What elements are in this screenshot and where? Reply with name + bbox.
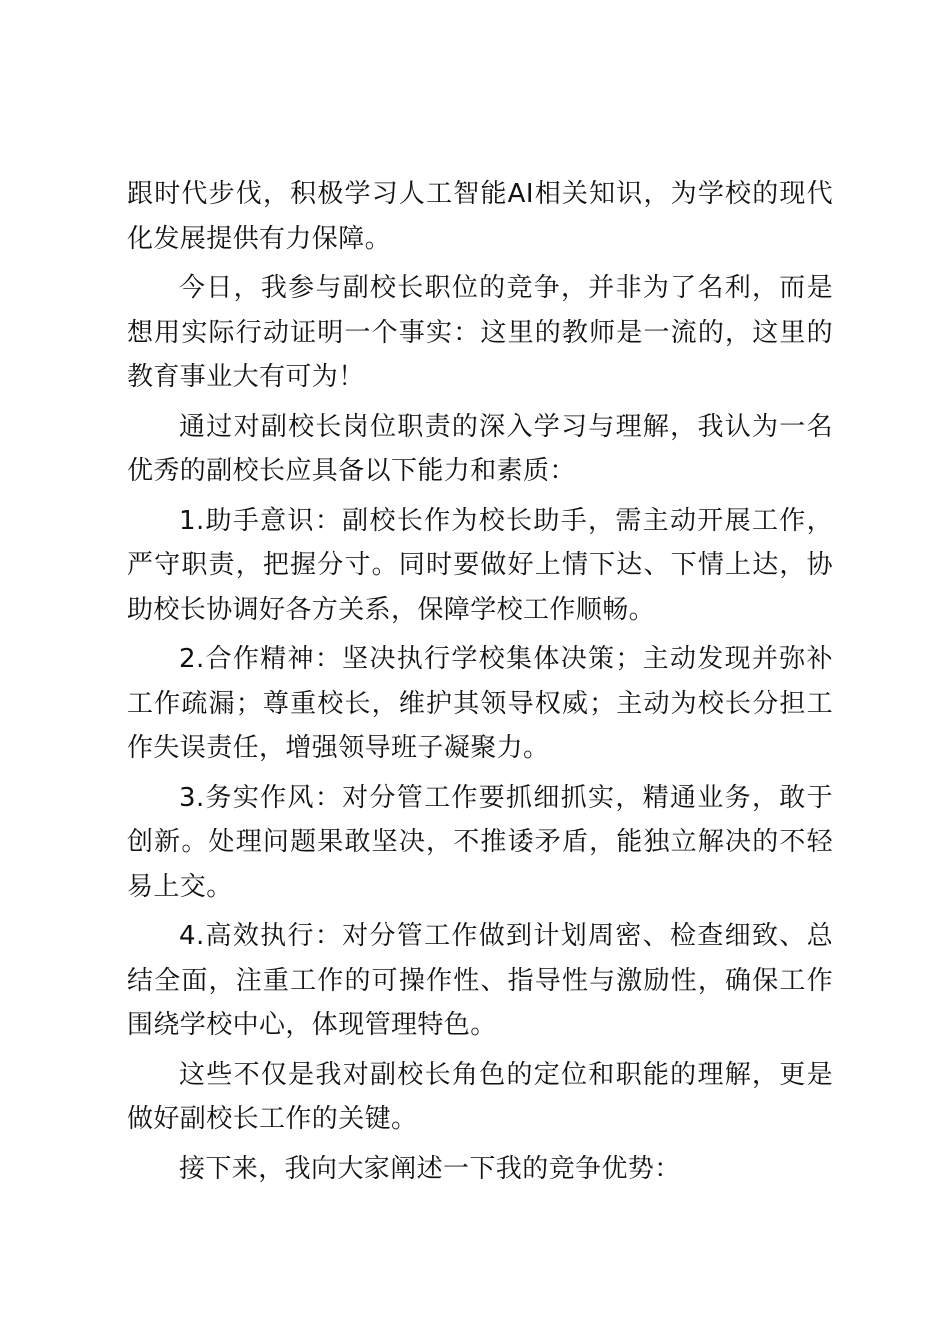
paragraph-summary: 这些不仅是我对副校长角色的定位和职能的理解，更是做好副校长工作的关键。 xyxy=(127,1059,833,1134)
paragraph-motivation: 今日，我参与副校长职位的竞争，并非为了名利，而是想用实际行动证明一个事实：这里的教师是一流的，这里的教育事业大有可为！ xyxy=(127,273,833,392)
document-body xyxy=(127,172,833,1196)
paragraph-qualities-intro: 通过对副校长岗位职责的深入学习与理解，我认为一名优秀的副校长应具备以下能力和素质： xyxy=(127,411,833,486)
paragraph-item-2: 2.合作精神：坚决执行学校集体决策；主动发现并弥补工作疏漏；尊重校长，维护其领导权威；主动为校长分担工作失误责任，增强领导班子凝聚力。 xyxy=(127,644,833,763)
paragraph-continuation: 跟时代步伐，积极学习人工智能AI相关知识，为学校的现代化发展提供有力保障。 xyxy=(127,179,833,254)
paragraph-item-3: 3.务实作风：对分管工作要抓细抓实，精通业务，敢于创新。处理问题果敢坚决，不推诿矛盾，能独立解决的不轻易上交。 xyxy=(127,782,833,902)
paragraph-transition: 接下来，我向大家阐述一下我的竞争优势： xyxy=(179,1153,681,1184)
paragraph-item-1: 1.助手意识：副校长作为校长助手，需主动开展工作，严守职责，把握分寸。同时要做好上情下达、下情上达，协助校长协调好各方关系，保障学校工作顺畅。 xyxy=(127,505,833,625)
paragraph-item-4: 4.高效执行：对分管工作做到计划周密、检查细致、总结全面，注重工作的可操作性、指导性与激励性，确保工作围绕学校中心，体现管理特色。 xyxy=(127,921,833,1040)
